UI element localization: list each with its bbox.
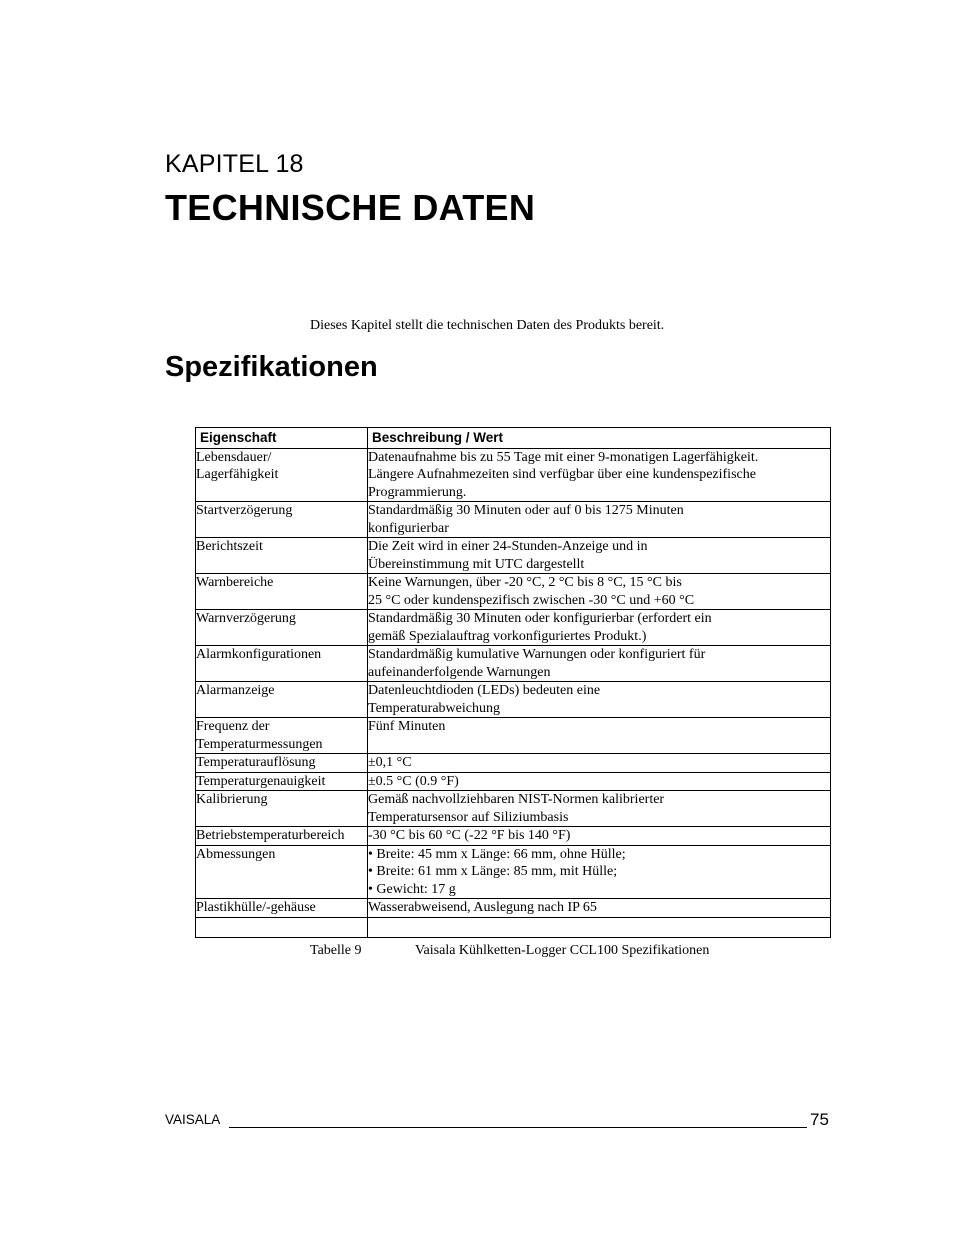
table-body	[196, 448, 831, 937]
property-cell	[196, 827, 368, 846]
table-row	[196, 754, 831, 773]
empty-cell	[368, 917, 831, 937]
property-cell-line: Startverzögerung	[196, 503, 293, 518]
table-row	[196, 772, 831, 791]
value-cell-line: Übereinstimmung mit UTC dargestellt	[368, 556, 585, 572]
property-cell	[196, 791, 368, 827]
property-cell-line: Frequenz der	[196, 719, 270, 734]
value-cell-line: Temperatursensor auf Siliziumbasis	[368, 809, 569, 825]
table-header-row	[196, 428, 831, 449]
value-cell	[368, 538, 831, 574]
property-cell-line: Abmessungen	[196, 846, 276, 862]
column-header-property: Eigenschaft	[196, 428, 368, 449]
table-row	[196, 502, 831, 538]
table-row	[196, 899, 831, 918]
table-row	[196, 682, 831, 718]
value-cell-line: aufeinanderfolgende Warnungen	[368, 664, 551, 680]
value-cell	[368, 646, 831, 682]
table-row	[196, 610, 831, 646]
value-cell	[368, 610, 831, 646]
property-cell-line: Betriebstemperaturbereich	[196, 828, 345, 843]
value-cell	[368, 827, 831, 846]
page-number: 75	[810, 1110, 829, 1129]
value-cell-line: ±0.5 °C (0.9 °F)	[368, 773, 459, 789]
property-cell	[196, 899, 368, 918]
chapter-intro: Dieses Kapitel stellt die technischen Daten des Produkts bereit.	[310, 318, 665, 333]
table-empty-row	[196, 917, 831, 937]
specifications-table	[195, 427, 831, 938]
property-cell	[196, 845, 368, 899]
table-row	[196, 845, 831, 899]
value-cell	[368, 448, 831, 502]
property-cell	[196, 538, 368, 574]
value-cell-line: Längere Aufnahmezeiten sind verfügbar über eine kundenspezifische	[368, 467, 756, 482]
value-cell-line: Standardmäßig 30 Minuten oder auf 0 bis 1275 Minuten	[368, 503, 684, 518]
property-cell	[196, 718, 368, 754]
property-cell	[196, 610, 368, 646]
property-cell-line: Temperaturauflösung	[196, 755, 316, 770]
property-cell-line: Temperaturgenauigkeit	[196, 773, 326, 789]
value-cell	[368, 899, 831, 918]
value-cell	[368, 754, 831, 773]
property-cell	[196, 574, 368, 610]
value-cell-line: Die Zeit wird in einer 24-Stunden-Anzeige und in	[368, 539, 648, 554]
table-caption-number: Tabelle 9	[310, 943, 362, 958]
value-cell	[368, 845, 831, 899]
value-cell-line: Standardmäßig kumulative Warnungen oder konfiguriert für	[368, 647, 706, 662]
value-cell-line: Programmierung.	[368, 484, 467, 500]
property-cell-line: Temperaturmessungen	[196, 736, 323, 752]
chapter-label: KAPITEL 18	[165, 150, 304, 178]
table-row	[196, 646, 831, 682]
value-cell-line: • Breite: 61 mm x Länge: 85 mm, mit Hülle;	[368, 864, 618, 879]
table-caption-text: Vaisala Kühlketten-Logger CCL100 Spezifikationen	[415, 943, 710, 958]
property-cell-line: Berichtszeit	[196, 539, 263, 554]
section-title: Spezifikationen	[165, 351, 378, 383]
value-cell-line: Standardmäßig 30 Minuten oder konfigurierbar (erfordert ein	[368, 611, 712, 626]
value-cell-line: Datenleuchtdioden (LEDs) bedeuten eine	[368, 683, 601, 698]
value-cell-line: Datenaufnahme bis zu 55 Tage mit einer 9-monatigen Lagerfähigkeit.	[368, 449, 759, 465]
table-row	[196, 718, 831, 754]
property-cell	[196, 754, 368, 773]
property-cell-line: Warnbereiche	[196, 575, 274, 590]
value-cell-line: ±0,1 °C	[368, 755, 412, 770]
property-cell	[196, 772, 368, 791]
footer-rule	[229, 1127, 807, 1128]
property-cell	[196, 448, 368, 502]
footer-brand: VAISALA	[165, 1112, 221, 1127]
table-row	[196, 538, 831, 574]
table-row	[196, 448, 831, 502]
value-cell-line: Gemäß nachvollziehbaren NIST-Normen kalibrierter	[368, 792, 665, 807]
column-header-value: Beschreibung / Wert	[368, 428, 831, 449]
property-cell-line: Plastikhülle/-gehäuse	[196, 900, 316, 915]
property-cell-line: Lagerfähigkeit	[196, 467, 279, 482]
chapter-title: TECHNISCHE DATEN	[165, 187, 536, 228]
property-cell-line: Alarmanzeige	[196, 683, 275, 698]
value-cell-line: • Gewicht: 17 g	[368, 881, 456, 897]
table-row	[196, 574, 831, 610]
value-cell	[368, 791, 831, 827]
property-cell	[196, 502, 368, 538]
value-cell-line: • Breite: 45 mm x Länge: 66 mm, ohne Hülle;	[368, 846, 626, 862]
table-row	[196, 827, 831, 846]
property-cell-line: Kalibrierung	[196, 792, 268, 807]
value-cell-line: Keine Warnungen, über -20 °C, 2 °C bis 8 °C, 15 °C bis	[368, 575, 682, 590]
value-cell	[368, 718, 831, 754]
property-cell-line: Alarmkonfigurationen	[196, 647, 322, 662]
property-cell	[196, 682, 368, 718]
value-cell	[368, 682, 831, 718]
property-cell	[196, 646, 368, 682]
empty-cell	[196, 917, 368, 937]
value-cell-line: Fünf Minuten	[368, 719, 446, 734]
table-row	[196, 791, 831, 827]
property-cell-line: Warnverzögerung	[196, 611, 296, 626]
value-cell-line: konfigurierbar	[368, 520, 449, 536]
value-cell-line: 25 °C oder kundenspezifisch zwischen -30 °C und +60 °C	[368, 592, 695, 608]
value-cell	[368, 502, 831, 538]
value-cell	[368, 574, 831, 610]
property-cell-line: Lebensdauer/	[196, 449, 272, 465]
value-cell	[368, 772, 831, 791]
value-cell-line: Wasserabweisend, Auslegung nach IP 65	[368, 900, 597, 915]
value-cell-line: -30 °C bis 60 °C (-22 °F bis 140 °F)	[368, 828, 571, 843]
value-cell-line: gemäß Spezialauftrag vorkonfiguriertes Produkt.)	[368, 628, 647, 644]
value-cell-line: Temperaturabweichung	[368, 700, 500, 716]
